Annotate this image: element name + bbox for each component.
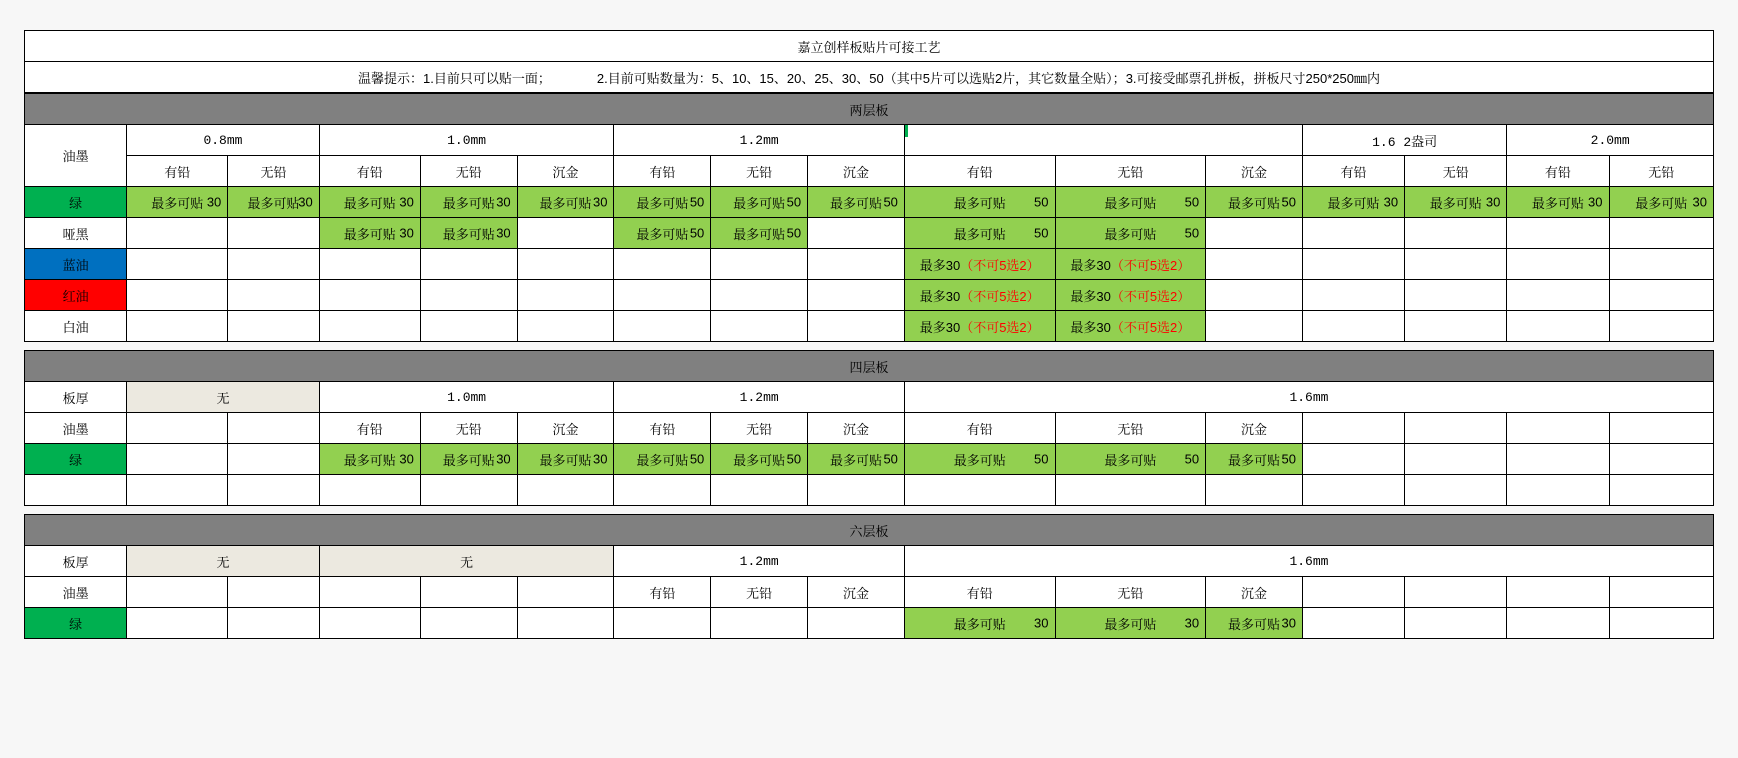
value-cell: 最多可贴 50 bbox=[1055, 187, 1206, 218]
empty-cell bbox=[1302, 311, 1404, 342]
surface-cell: 有铅 bbox=[904, 577, 1055, 608]
surface-cell: 沉金 bbox=[517, 413, 614, 444]
empty-cell bbox=[614, 608, 711, 639]
section-header-row bbox=[25, 94, 1714, 125]
empty-cell bbox=[1302, 444, 1404, 475]
empty-cell bbox=[127, 444, 228, 475]
section-header-row bbox=[25, 351, 1714, 382]
empty-cell bbox=[1405, 475, 1507, 506]
empty-cell bbox=[228, 280, 319, 311]
ink-header-four-layer: 油墨 bbox=[25, 413, 127, 444]
value-cell: 最多可贴 30 bbox=[319, 187, 420, 218]
value-cell: 最多30（不可5选2） bbox=[1055, 311, 1206, 342]
empty-cell bbox=[127, 249, 228, 280]
thickness-2-0mm: 2.0mm bbox=[1507, 125, 1714, 156]
empty-cell bbox=[420, 249, 517, 280]
sheet-area bbox=[24, 30, 1714, 639]
thickness-0-8mm: 0.8mm bbox=[127, 125, 320, 156]
surface-cell bbox=[1609, 577, 1714, 608]
surface-cell: 有铅 bbox=[904, 156, 1055, 187]
surface-cell: 无铅 bbox=[1405, 156, 1507, 187]
empty-cell bbox=[1507, 218, 1609, 249]
value-cell: 最多30（不可5选2） bbox=[1055, 249, 1206, 280]
empty-cell bbox=[711, 249, 808, 280]
surface-cell: 无铅 bbox=[711, 577, 808, 608]
empty-cell bbox=[1206, 280, 1303, 311]
thickness-none-1: 无 bbox=[127, 546, 320, 577]
value-cell: 最多30（不可5选2） bbox=[904, 249, 1055, 280]
surface-cell: 有铅 bbox=[1507, 156, 1609, 187]
surface-cell: 无铅 bbox=[1055, 413, 1206, 444]
thickness-1-2mm: 1.2mm bbox=[614, 382, 904, 413]
table-row bbox=[25, 475, 1714, 506]
empty-cell bbox=[1405, 608, 1507, 639]
empty-cell bbox=[127, 475, 228, 506]
empty-cell bbox=[1302, 218, 1404, 249]
empty-cell bbox=[127, 280, 228, 311]
empty-cell bbox=[319, 608, 420, 639]
empty-cell bbox=[1206, 249, 1303, 280]
empty-cell bbox=[1302, 608, 1404, 639]
notice-text bbox=[25, 62, 1714, 93]
surface-cell bbox=[1302, 577, 1404, 608]
empty-cell bbox=[1507, 311, 1609, 342]
title-table bbox=[24, 30, 1714, 93]
table-row bbox=[25, 280, 1714, 311]
ink-header-six-layer: 油墨 bbox=[25, 577, 127, 608]
value-cell: 最多可贴 50 bbox=[904, 218, 1055, 249]
thickness-row-four-layer bbox=[25, 382, 1714, 413]
value-cell: 最多可贴 30 bbox=[127, 187, 228, 218]
empty-cell bbox=[1302, 280, 1404, 311]
surface-cell bbox=[228, 577, 319, 608]
section-title-four-layer: 四层板 bbox=[25, 351, 1714, 382]
value-cell: 最多可贴 50 bbox=[711, 444, 808, 475]
empty-cell bbox=[808, 280, 905, 311]
empty-cell bbox=[1055, 475, 1206, 506]
surface-cell: 沉金 bbox=[517, 156, 614, 187]
value-cell: 最多可贴 50 bbox=[711, 218, 808, 249]
surface-cell: 有铅 bbox=[904, 413, 1055, 444]
table-row bbox=[25, 311, 1714, 342]
surface-cell: 有铅 bbox=[614, 577, 711, 608]
empty-cell bbox=[1405, 249, 1507, 280]
notice-item2: 2.目前可贴数量为：5、10、15、20、25、30、50（其中5片可以选贴2片，其它数量全贴）； bbox=[596, 70, 1126, 86]
surface-cell: 有铅 bbox=[614, 413, 711, 444]
empty-cell bbox=[517, 311, 614, 342]
value-cell: 最多可贴 50 bbox=[1206, 187, 1303, 218]
page-title: 嘉立创样板贴片可接工艺 bbox=[25, 31, 1714, 62]
empty-cell bbox=[1507, 280, 1609, 311]
empty-cell bbox=[614, 311, 711, 342]
surface-cell: 有铅 bbox=[319, 156, 420, 187]
surface-cell: 无铅 bbox=[711, 413, 808, 444]
surface-cell bbox=[319, 577, 420, 608]
empty-cell bbox=[808, 475, 905, 506]
empty-cell bbox=[711, 311, 808, 342]
empty-cell bbox=[228, 444, 319, 475]
empty-cell bbox=[228, 311, 319, 342]
value-cell: 最多可贴 50 bbox=[1206, 444, 1303, 475]
empty-cell bbox=[1405, 444, 1507, 475]
thickness-row-two-layer bbox=[25, 125, 1714, 156]
title-row bbox=[25, 31, 1714, 62]
empty-cell bbox=[711, 280, 808, 311]
empty-cell bbox=[1405, 280, 1507, 311]
thickness-row-six-layer bbox=[25, 546, 1714, 577]
empty-cell bbox=[808, 218, 905, 249]
thickness-header-four-layer: 板厚 bbox=[25, 382, 127, 413]
empty-cell bbox=[25, 475, 127, 506]
surface-cell bbox=[1507, 413, 1609, 444]
surface-cell bbox=[1609, 413, 1714, 444]
surface-cell: 沉金 bbox=[1206, 156, 1303, 187]
value-cell: 最多可贴 30 bbox=[904, 608, 1055, 639]
surface-cell bbox=[1302, 413, 1404, 444]
empty-cell bbox=[517, 249, 614, 280]
value-cell: 最多可贴 30 bbox=[319, 218, 420, 249]
empty-cell bbox=[319, 475, 420, 506]
surface-cell bbox=[1405, 413, 1507, 444]
empty-cell bbox=[1609, 475, 1714, 506]
ink-label-green: 绿 bbox=[25, 187, 127, 218]
empty-cell bbox=[904, 475, 1055, 506]
value-cell: 最多可贴 50 bbox=[808, 187, 905, 218]
surface-row-six-layer bbox=[25, 577, 1714, 608]
value-cell: 最多可贴 30 bbox=[1609, 187, 1714, 218]
surface-cell: 有铅 bbox=[127, 156, 228, 187]
value-cell: 最多可贴 30 bbox=[420, 218, 517, 249]
ink-label-red: 红油 bbox=[25, 280, 127, 311]
surface-cell: 沉金 bbox=[1206, 577, 1303, 608]
value-cell: 最多可贴 50 bbox=[1055, 444, 1206, 475]
empty-cell bbox=[127, 311, 228, 342]
surface-cell bbox=[228, 413, 319, 444]
thickness-1-2mm: 1.2mm bbox=[614, 125, 904, 156]
surface-cell: 无铅 bbox=[420, 413, 517, 444]
table-row bbox=[25, 608, 1714, 639]
empty-cell bbox=[808, 311, 905, 342]
empty-cell bbox=[1609, 311, 1714, 342]
ink-label-matte-black: 哑黑 bbox=[25, 218, 127, 249]
empty-cell bbox=[1302, 475, 1404, 506]
value-cell: 最多30（不可5选2） bbox=[904, 280, 1055, 311]
thickness-none: 无 bbox=[127, 382, 320, 413]
value-cell: 最多可贴 30 bbox=[1206, 608, 1303, 639]
value-cell: 最多可贴 30 bbox=[1055, 608, 1206, 639]
value-cell: 最多可贴 50 bbox=[614, 444, 711, 475]
empty-cell bbox=[228, 218, 319, 249]
empty-cell bbox=[1405, 218, 1507, 249]
value-cell: 最多可贴 30 bbox=[1302, 187, 1404, 218]
empty-cell bbox=[808, 249, 905, 280]
surface-cell: 沉金 bbox=[808, 577, 905, 608]
empty-cell bbox=[614, 249, 711, 280]
ink-header-two-layer bbox=[25, 125, 127, 187]
surface-cell: 沉金 bbox=[1206, 413, 1303, 444]
empty-cell bbox=[1206, 475, 1303, 506]
table-row bbox=[25, 187, 1714, 218]
surface-cell: 无铅 bbox=[228, 156, 319, 187]
value-cell: 最多可贴 30 bbox=[1507, 187, 1609, 218]
empty-cell bbox=[127, 218, 228, 249]
notice-row bbox=[25, 62, 1714, 93]
surface-cell: 沉金 bbox=[808, 156, 905, 187]
empty-cell bbox=[614, 280, 711, 311]
section-table-two-layer bbox=[24, 93, 1714, 342]
empty-cell bbox=[319, 311, 420, 342]
surface-cell: 有铅 bbox=[614, 156, 711, 187]
section-title-six-layer: 六层板 bbox=[25, 515, 1714, 546]
notice-item3: 3.可接受邮票孔拼板，拼板尺寸250*250㎜内 bbox=[1125, 70, 1380, 86]
table-row bbox=[25, 218, 1714, 249]
thickness-header-six-layer: 板厚 bbox=[25, 546, 127, 577]
empty-cell bbox=[517, 280, 614, 311]
value-cell: 最多可贴 30 bbox=[420, 187, 517, 218]
thickness-1-6mm: 1.6mm bbox=[904, 382, 1713, 413]
empty-cell bbox=[517, 218, 614, 249]
section-gap bbox=[24, 506, 1714, 514]
green-tick-icon bbox=[905, 125, 908, 137]
empty-cell bbox=[711, 475, 808, 506]
empty-cell bbox=[420, 280, 517, 311]
value-cell: 最多30（不可5选2） bbox=[904, 311, 1055, 342]
empty-cell bbox=[517, 608, 614, 639]
empty-cell bbox=[711, 608, 808, 639]
section-table-four-layer bbox=[24, 350, 1714, 506]
value-cell: 最多可贴 30 bbox=[228, 187, 319, 218]
surface-cell bbox=[1405, 577, 1507, 608]
empty-cell bbox=[1507, 475, 1609, 506]
value-cell: 最多可贴 30 bbox=[517, 444, 614, 475]
empty-cell bbox=[1609, 249, 1714, 280]
notice-prefix: 温馨提示： bbox=[358, 70, 424, 86]
empty-cell bbox=[1206, 311, 1303, 342]
surface-cell: 无铅 bbox=[1609, 156, 1714, 187]
section-table-six-layer bbox=[24, 514, 1714, 639]
value-cell: 最多可贴 30 bbox=[420, 444, 517, 475]
value-cell: 最多可贴 50 bbox=[614, 187, 711, 218]
empty-cell bbox=[1507, 444, 1609, 475]
value-cell: 最多可贴 50 bbox=[1055, 218, 1206, 249]
surface-cell: 有铅 bbox=[319, 413, 420, 444]
surface-cell: 有铅 bbox=[1302, 156, 1404, 187]
empty-cell bbox=[1507, 249, 1609, 280]
empty-cell bbox=[1302, 249, 1404, 280]
section-gap bbox=[24, 342, 1714, 350]
ink-label-green: 绿 bbox=[25, 608, 127, 639]
empty-cell bbox=[228, 475, 319, 506]
empty-cell bbox=[319, 249, 420, 280]
notice-item1: 1.目前只可以贴一面； bbox=[423, 70, 551, 86]
empty-cell bbox=[420, 311, 517, 342]
surface-cell bbox=[1507, 577, 1609, 608]
empty-cell bbox=[1609, 608, 1714, 639]
value-cell: 最多可贴 50 bbox=[808, 444, 905, 475]
ink-label-white: 白油 bbox=[25, 311, 127, 342]
empty-cell bbox=[1609, 280, 1714, 311]
empty-cell bbox=[228, 249, 319, 280]
thickness-1-6mm: 1.6mm bbox=[904, 546, 1713, 577]
section-header-row bbox=[25, 515, 1714, 546]
section-title-two-layer: 两层板 bbox=[25, 94, 1714, 125]
empty-cell bbox=[1405, 311, 1507, 342]
empty-cell bbox=[808, 608, 905, 639]
empty-cell bbox=[1507, 608, 1609, 639]
table-row bbox=[25, 249, 1714, 280]
surface-cell: 无铅 bbox=[1055, 577, 1206, 608]
surface-cell bbox=[127, 413, 228, 444]
thickness-1-2mm: 1.2mm bbox=[614, 546, 904, 577]
table-row bbox=[25, 444, 1714, 475]
value-cell: 最多可贴 50 bbox=[904, 187, 1055, 218]
thickness-1-6mm bbox=[904, 125, 1302, 156]
thickness-1-0mm: 1.0mm bbox=[319, 382, 614, 413]
ink-label-blue: 蓝油 bbox=[25, 249, 127, 280]
empty-cell bbox=[319, 280, 420, 311]
thickness-1-0mm: 1.0mm bbox=[319, 125, 614, 156]
surface-cell: 沉金 bbox=[808, 413, 905, 444]
surface-row-two-layer bbox=[25, 156, 1714, 187]
value-cell: 最多可贴 50 bbox=[614, 218, 711, 249]
ink-label-green: 绿 bbox=[25, 444, 127, 475]
surface-row-four-layer bbox=[25, 413, 1714, 444]
surface-cell bbox=[517, 577, 614, 608]
value-cell: 最多可贴 50 bbox=[711, 187, 808, 218]
empty-cell bbox=[228, 608, 319, 639]
thickness-1-6-2oz: 1.6 2盎司 bbox=[1302, 125, 1506, 156]
value-cell: 最多可贴 30 bbox=[517, 187, 614, 218]
empty-cell bbox=[1206, 218, 1303, 249]
value-cell: 最多30（不可5选2） bbox=[1055, 280, 1206, 311]
surface-cell: 无铅 bbox=[711, 156, 808, 187]
ink-header-label: 油墨 bbox=[62, 149, 89, 164]
surface-cell: 无铅 bbox=[1055, 156, 1206, 187]
surface-cell bbox=[127, 577, 228, 608]
value-cell: 最多可贴 30 bbox=[319, 444, 420, 475]
value-cell: 最多可贴 30 bbox=[1405, 187, 1507, 218]
empty-cell bbox=[420, 475, 517, 506]
surface-cell bbox=[420, 577, 517, 608]
thickness-none-2: 无 bbox=[319, 546, 614, 577]
empty-cell bbox=[1609, 218, 1714, 249]
empty-cell bbox=[614, 475, 711, 506]
empty-cell bbox=[420, 608, 517, 639]
empty-cell bbox=[1609, 444, 1714, 475]
empty-cell bbox=[127, 608, 228, 639]
empty-cell bbox=[517, 475, 614, 506]
value-cell: 最多可贴 50 bbox=[904, 444, 1055, 475]
surface-cell: 无铅 bbox=[420, 156, 517, 187]
